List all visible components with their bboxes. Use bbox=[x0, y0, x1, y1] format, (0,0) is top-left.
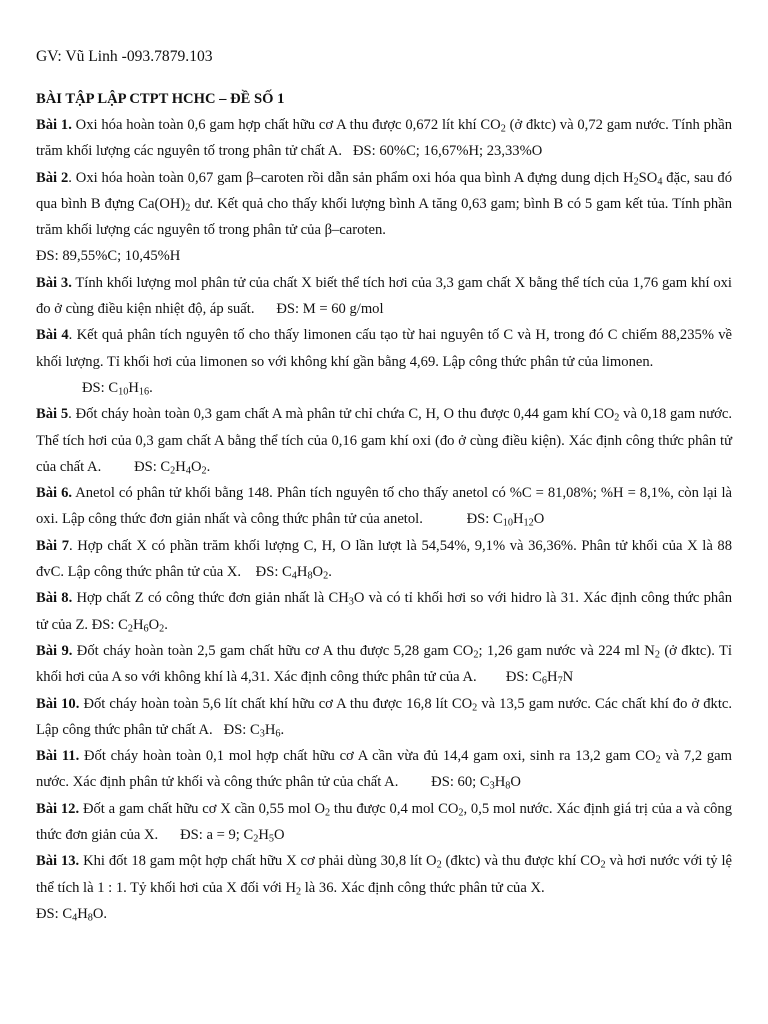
problem-12 bbox=[36, 796, 732, 849]
problem-text: Đốt a gam chất hữu cơ X cần 0,55 mol $O_2$ thu được 0,4 mol $CO_2$, 0,5 mol nước. Xác định giá trị của a và công thức đơn giản của X. ĐS: a = 9; $C_2H_5O$ bbox=[36, 800, 733, 845]
worksheet-title: BÀI TẬP LẬP CTPT HCHC – ĐỀ SỐ 1 bbox=[36, 91, 285, 107]
problem-text: . Oxi hóa hoàn toàn 0,67 gam β–caroten rồi dẫn sản phẩm oxi hóa qua bình A đựng dung dịch $H_2SO_4$ đặc, sau đó qua bình B đựng $Ca(OH)_2$ dư. Kết quả cho thấy khối lượng bình A tăng 0,63 gam; bình B có 5 gam kết tủa. Tính phần trăm khối lượng các nguyên tố trong phân tử của β–caroten. ĐS: 89,55%C; 10,45%H bbox=[36, 169, 732, 265]
problem-label: Bài 6. bbox=[36, 485, 73, 502]
problem-13 bbox=[36, 848, 732, 927]
problem-label: Bài 7 bbox=[36, 537, 69, 554]
problem-text: Khi đốt 18 gam một hợp chất hữu X cơ phải dùng 30,8 lít $O_2$ (đktc) và thu được khí $CO_2$ và hơi nước với tỷ lệ thể tích là 1 : 1. Tỷ khối hơi của X đối với $H_2$ là 36. Xác định công thức phân tử của X. ĐS: $C_4H_8O$. bbox=[36, 853, 732, 924]
problem-label: Bài 4 bbox=[36, 327, 69, 344]
problem-7 bbox=[36, 533, 732, 586]
problem-5 bbox=[36, 401, 732, 480]
problem-label: Bài 11. bbox=[36, 748, 80, 765]
problem-text: . Kết quả phân tích nguyên tố cho thấy limonen cấu tạo từ hai nguyên tố C và H, trong đó C chiếm 88,235% về khối lượng. Tỉ khối hơi của limonen so với không khí gần bằng 4,69. Lập công thức phân tử của limonen. ĐS: $C_{10}H_{16}$. bbox=[36, 327, 733, 398]
problem-text: Đốt cháy hoàn toàn 5,6 lít chất khí hữu cơ A thu được 16,8 lít $CO_2$ và 13,5 gam nước. Các chất khí đo ở đktc. Lập công thức phân tử chất A. ĐS: $C_3H_6$. bbox=[36, 695, 732, 740]
problem-4 bbox=[36, 322, 732, 401]
problem-text: Đốt cháy hoàn toàn 2,5 gam chất hữu cơ A thu được 5,28 gam $CO_2$; 1,26 gam nước và 224 ml $N_2$ (ở đktc). Tỉ khối hơi của A so với không khí là 4,31. Xác định công thức phân tử của A. ĐS: $C_6H_7N$ bbox=[36, 642, 732, 687]
problem-1 bbox=[36, 112, 732, 165]
problem-text: . Hợp chất X có phần trăm khối lượng C, H, O lần lượt là 54,54%, 9,1% và 36,36%. Phân tử khối của X là 88 đvC. Lập công thức phân tử của X. ĐS: $C_4H_8O_2$. bbox=[36, 537, 733, 582]
problem-label: Bài 5 bbox=[36, 406, 69, 423]
problem-text: Oxi hóa hoàn toàn 0,6 gam hợp chất hữu cơ A thu được 0,672 lít khí $CO_2$ (ở đktc) và 0,72 gam nước. Tính phần trăm khối lượng các nguyên tố trong phân tử chất A. ĐS: 60%C; 16,67%H; 23,33%O bbox=[36, 117, 733, 160]
problem-9 bbox=[36, 638, 732, 691]
teacher-header: GV: Vũ Linh -093.7879.103 bbox=[36, 48, 213, 65]
problem-label: Bài 8. bbox=[36, 590, 73, 607]
problem-label: Bài 3. bbox=[36, 274, 72, 291]
problem-text: Đốt cháy hoàn toàn 0,1 mol hợp chất hữu cơ A cần vừa đủ 14,4 gam oxi, sinh ra 13,2 gam $CO_2$ và 7,2 gam nước. Xác định phân tử khối và công thức phân tử của chất A. ĐS: 60; $C_3H_8O$ bbox=[36, 748, 733, 792]
problem-label: Bài 1. bbox=[36, 117, 72, 133]
problem-label: Bài 9. bbox=[36, 642, 73, 659]
problem-6 bbox=[36, 480, 732, 533]
problem-text: Anetol có phân tử khối bằng 148. Phân tích nguyên tố cho thấy anetol có %C = 81,08%; %H = 8,1%, còn lại là oxi. Lập công thức đơn giản nhất và công thức phân tử của anetol. ĐS: $C_{10}H_{12}O$ bbox=[36, 485, 733, 529]
problem-8 bbox=[36, 585, 732, 638]
problem-label: Bài 12. bbox=[36, 800, 80, 817]
problem-11 bbox=[36, 743, 732, 796]
problem-10 bbox=[36, 691, 732, 744]
problem-2 bbox=[36, 165, 732, 270]
problem-label: Bài 10. bbox=[36, 695, 80, 712]
problem-3 bbox=[36, 270, 732, 323]
problem-label: Bài 13. bbox=[36, 853, 80, 870]
problem-label: Bài 2 bbox=[36, 169, 69, 186]
problem-text: Hợp chất Z có công thức đơn giản nhất là $CH_3O$ và có tỉ khối hơi so với hidro là 31. Xác định công thức phân tử của Z. ĐS: $C_2H_6O_2$. bbox=[36, 590, 732, 635]
problem-text: . Đốt cháy hoàn toàn 0,3 gam chất A mà phân tử chỉ chứa C, H, O thu được 0,44 gam khí $CO_2$ và 0,18 gam nước. Thể tích hơi của 0,3 gam chất A bằng thể tích của 0,16 gam khí oxi (đo ở cùng điều kiện). Xác định công thức phân tử của chất A. ĐS: $C_2H_4O_2$. bbox=[36, 406, 732, 477]
problem-text: Tính khối lượng mol phân tử của chất X biết thể tích hơi của 3,3 gam chất X bằng thể tích của 1,76 gam khí oxi đo ở cùng điều kiện nhiệt độ, áp suất. ĐS: M = 60 g/mol bbox=[36, 274, 732, 318]
problem-list bbox=[36, 112, 732, 927]
